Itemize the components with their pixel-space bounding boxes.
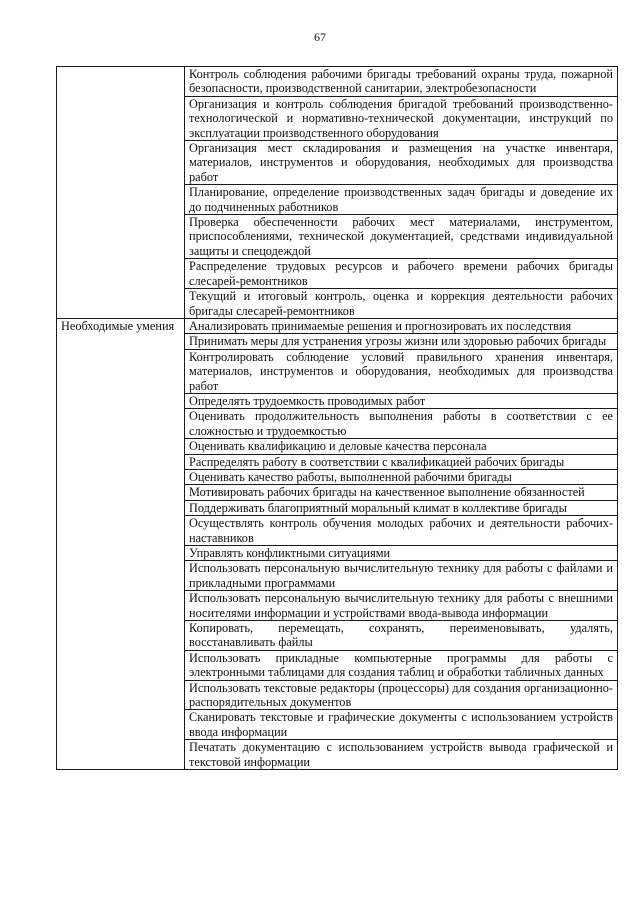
list-item: Мотивировать рабочих бригады на качественное выполнение обязанностей xyxy=(185,485,618,500)
list-item: Анализировать принимаемые решения и прогнозировать их последствия xyxy=(185,318,618,333)
list-item: Использовать текстовые редакторы (процессоры) для создания организационно-распорядительных документов xyxy=(185,680,618,710)
requirements-table xyxy=(56,66,618,770)
list-item: Организация мест складирования и размещения на участке инвентаря, материалов, инструментов и оборудования, необходимых для производства работ xyxy=(185,141,618,185)
list-item: Управлять конфликтными ситуациями xyxy=(185,546,618,561)
list-item: Использовать персональную вычислительную технику для работы с внешними носителями информации и устройствами ввода-вывода информации xyxy=(185,591,618,621)
list-item: Печатать документацию с использованием устройств вывода графической и текстовой информации xyxy=(185,740,618,770)
list-item: Оценивать квалификацию и деловые качества персонала xyxy=(185,439,618,454)
list-item: Сканировать текстовые и графические документы с использованием устройств ввода информации xyxy=(185,710,618,740)
list-item: Принимать меры для устранения угрозы жизни или здоровью рабочих бригады xyxy=(185,334,618,349)
section-label-actions xyxy=(57,67,185,319)
table-row xyxy=(57,67,618,97)
list-item: Осуществлять контроль обучения молодых рабочих и деятельности рабочих-наставников xyxy=(185,516,618,546)
list-item: Оценивать продолжительность выполнения работы в соответствии с ее сложностью и трудоемкостью xyxy=(185,409,618,439)
list-item: Контролировать соблюдение условий правильного хранения инвентаря, материалов, инструментов и оборудования, необходимых для производства работ xyxy=(185,349,618,393)
list-item: Определять трудоемкость проводимых работ xyxy=(185,393,618,408)
list-item: Поддерживать благоприятный моральный климат в коллективе бригады xyxy=(185,500,618,515)
list-item: Планирование, определение производственных задач бригады и доведение их до подчиненных работников xyxy=(185,185,618,215)
list-item: Использовать прикладные компьютерные программы для работы с электронными таблицами для создания таблиц и обработки табличных данных xyxy=(185,650,618,680)
page-number: 67 xyxy=(314,30,326,44)
list-item: Копировать, перемещать, сохранять, переименовывать, удалять, восстанавливать файлы xyxy=(185,621,618,651)
section-label-skills: Необходимые умения xyxy=(57,318,185,769)
list-item: Проверка обеспеченности рабочих мест материалами, инструментом, приспособлениями, технической документацией, средствами индивидуальной защиты и спецодеждой xyxy=(185,215,618,259)
list-item: Распределять работу в соответствии с квалификацией рабочих бригады xyxy=(185,454,618,469)
list-item: Оценивать качество работы, выполненной рабочими бригады xyxy=(185,469,618,484)
list-item: Использовать персональную вычислительную технику для работы с файлами и прикладными программами xyxy=(185,561,618,591)
table-row xyxy=(57,318,618,333)
list-item: Организация и контроль соблюдения бригадой требований производственно-технологической и нормативно-технической документации, инструкций по эксплуатации производственного оборудования xyxy=(185,96,618,140)
list-item: Текущий и итоговый контроль, оценка и коррекция деятельности рабочих бригады слесарей-ремонтников xyxy=(185,289,618,319)
list-item: Контроль соблюдения рабочими бригады требований охраны труда, пожарной безопасности, производственной санитарии, электробезопасности xyxy=(185,67,618,97)
list-item: Распределение трудовых ресурсов и рабочего времени рабочих бригады слесарей-ремонтников xyxy=(185,259,618,289)
